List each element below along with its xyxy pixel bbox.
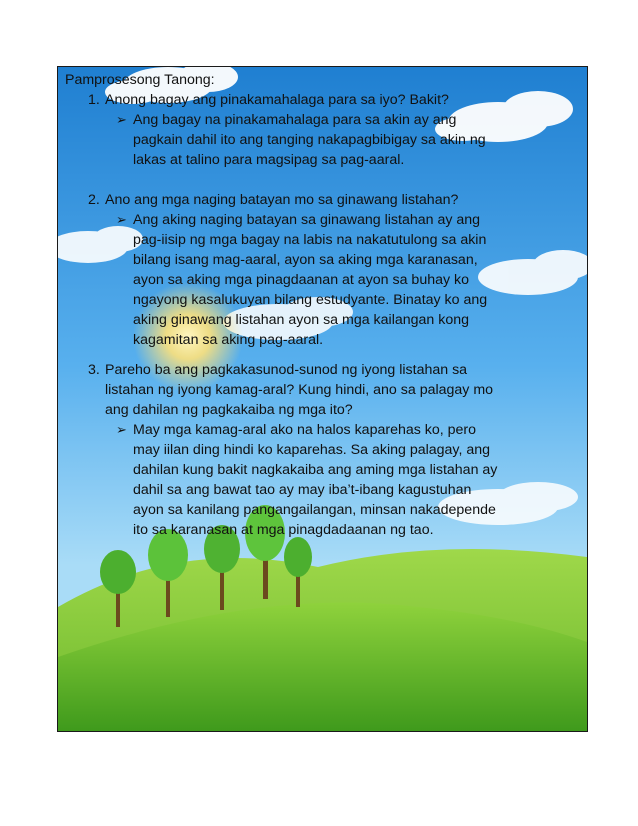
question-number: 2. <box>88 192 100 208</box>
arrow-bullet-icon: ➢ <box>116 112 127 127</box>
worksheet-frame <box>57 66 588 732</box>
question-line: Anong bagay ang pinakamahalaga para sa iyo? Bakit? <box>105 92 449 108</box>
answer-line: lakas at talino para magsipag sa pag-aaral. <box>133 152 405 168</box>
answer-line: pagkain dahil ito ang tanging nakapagbibigay sa akin ng <box>133 132 486 148</box>
answer-line: Ang bagay na pinakamahalaga para sa akin ay ang <box>133 112 457 128</box>
section-heading: Pamprosesong Tanong: <box>65 72 215 88</box>
question-line: Ano ang mga naging batayan mo sa ginawang listahan? <box>105 192 459 208</box>
question-text <box>105 360 565 420</box>
worksheet-content <box>58 67 587 731</box>
answer-line: ngayong kasalukuyan bilang estudyante. Binatay ko ang <box>133 292 488 308</box>
answer-line: may iilan ding hindi ko kaparehas. Sa aking palagay, ang <box>133 442 491 458</box>
answer-line: ito sa karanasan at mga pinagdadaanan ng tao. <box>133 522 434 538</box>
answer-text <box>133 420 569 540</box>
answer-line: ayon sa aking mga pinagdaanan at ayon sa buhay ko <box>133 272 470 288</box>
question-text <box>105 190 565 210</box>
answer-line: bilang isang mag-aaral, ayon sa aking mga karanasan, <box>133 252 478 268</box>
answer-line: May mga kamag-aral ako na halos kaparehas ko, pero <box>133 422 477 438</box>
answer-line: Ang aking naging batayan sa ginawang listahan ay ang <box>133 212 481 228</box>
question-line: Pareho ba ang pagkakasunod-sunod ng iyong listahan sa <box>105 362 468 378</box>
question-number: 3. <box>88 362 100 378</box>
answer-text <box>133 210 569 350</box>
answer-line: dahil sa ang bawat tao ay may iba’t-ibang kagustuhan <box>133 482 472 498</box>
question-text <box>105 90 565 110</box>
answer-text <box>133 110 569 170</box>
answer-line: kagamitan sa aking pag-aaral. <box>133 332 324 348</box>
answer-line: pag-iisip ng mga bagay na labis na nakatutulong sa akin <box>133 232 487 248</box>
question-number: 1. <box>88 92 100 108</box>
question-line: listahan ng iyong kamag-aral? Kung hindi, ano sa palagay mo <box>105 382 494 398</box>
answer-line: aking ginawang listahan ayon sa mga kailangan kong <box>133 312 470 328</box>
answer-line: ayon sa kanilang pangangailangan, minsan nakadepende <box>133 502 496 518</box>
arrow-bullet-icon: ➢ <box>116 422 127 437</box>
arrow-bullet-icon: ➢ <box>116 212 127 227</box>
question-line: ang dahilan ng pagkakaiba ng mga ito? <box>105 402 353 418</box>
answer-line: dahilan kung bakit nagkakaiba ang aming mga listahan ay <box>133 462 498 478</box>
